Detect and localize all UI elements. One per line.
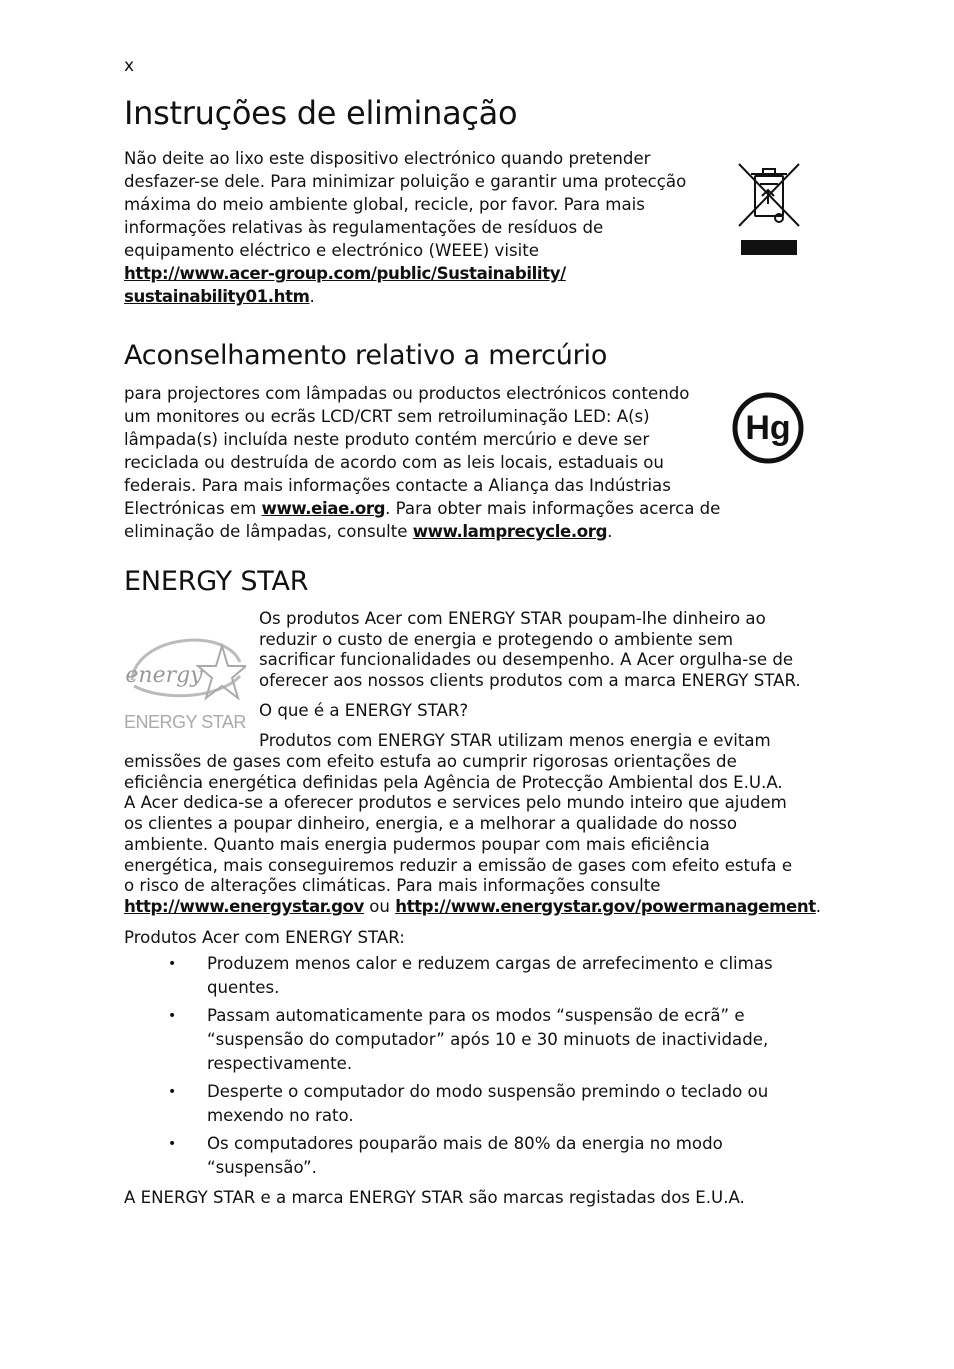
disposal-paragraph bbox=[124, 147, 724, 308]
mercury-hg-icon bbox=[730, 390, 806, 466]
disposal-line: equipamento eléctrico e electrónico (WEEE) visite bbox=[124, 241, 539, 260]
disposal-line: informações relativas às regulamentações de resíduos de bbox=[124, 218, 604, 237]
powermanagement-link[interactable]: http://www.energystar.gov/powermanagement bbox=[395, 896, 816, 916]
mercury-heading: Aconselhamento relativo a mercúrio bbox=[124, 340, 608, 371]
list-item: • Produzem menos calor e reduzem cargas de arrefecimento e climas quentes. bbox=[168, 954, 773, 997]
bullet: • bbox=[168, 1008, 177, 1024]
disposal-line: Não deite ao lixo este dispositivo electrónico quando pretender bbox=[124, 149, 651, 168]
trademark-note: A ENERGY STAR e a marca ENERGY STAR são marcas registadas dos E.U.A. bbox=[124, 1188, 745, 1207]
energy-intro-line: oferecer aos nossos clients produtos com a marca ENERGY STAR. bbox=[259, 671, 801, 691]
energy-body-line: ambiente. Quanto mais energia pudermos poupar com mais eficiência bbox=[124, 834, 710, 854]
mercury-line: para projectores com lâmpadas ou productos electrónicos contendo bbox=[124, 384, 690, 403]
hg-text: Hg bbox=[745, 409, 791, 447]
energy-body-first: Produtos com ENERGY STAR utilizam menos energia e evitam bbox=[259, 731, 771, 750]
energy-bullet-list bbox=[124, 952, 824, 1184]
energy-intro-line: reduzir o custo de energia e protegendo o ambiente sem bbox=[259, 629, 734, 649]
or-text: ou bbox=[363, 896, 396, 916]
energy-star-heading: ENERGY STAR bbox=[124, 566, 309, 597]
weee-link-continued[interactable]: sustainability01.htm bbox=[124, 287, 310, 306]
bullet: • bbox=[168, 1136, 177, 1152]
mercury-line: federais. Para mais informações contacte a Aliança das Indústrias bbox=[124, 476, 671, 495]
mercury-line: lâmpada(s) incluída neste produto contém mercúrio e deve ser bbox=[124, 430, 650, 449]
energy-body bbox=[124, 752, 824, 918]
energy-body-line: emissões de gases com efeito estufa ao cumprir rigorosas orientações de bbox=[124, 752, 737, 771]
list-item: • Desperte o computador do modo suspensão premindo o teclado ou mexendo no rato. bbox=[168, 1082, 769, 1125]
disposal-heading: Instruções de eliminação bbox=[124, 94, 518, 132]
mercury-paragraph bbox=[124, 382, 734, 543]
energy-intro bbox=[259, 609, 819, 692]
energy-script: energy bbox=[125, 663, 203, 688]
energy-question: O que é a ENERGY STAR? bbox=[259, 701, 469, 720]
mercury-line: um monitores ou ecrãs LCD/CRT sem retroiluminação LED: A(s) bbox=[124, 407, 650, 426]
bullet: • bbox=[168, 1084, 177, 1100]
mercury-text: . bbox=[607, 522, 613, 541]
list-item: • Passam automaticamente para os modos “suspensão de ecrã” e “suspensão do computador” após 10 e 30 minuots de inactividade, respectivamente. bbox=[168, 1006, 769, 1073]
energy-body-line: eficiência energética definidas pela Agência de Protecção Ambiental dos E.U.A. bbox=[124, 772, 783, 792]
energy-star-logo-caption: ENERGY STAR bbox=[124, 712, 246, 732]
list-item: • Os computadores pouparão mais de 80% da energia no modo “suspensão”. bbox=[168, 1134, 723, 1177]
disposal-line: desfazer-se dele. Para minimizar poluição e garantir uma protecção bbox=[124, 172, 687, 191]
energy-body-line: o risco de alterações climáticas. Para mais informações consulte bbox=[124, 876, 661, 896]
disposal-line: máxima do meio ambiente global, recicle, por favor. Para mais bbox=[124, 195, 645, 214]
energy-intro-line: Os produtos Acer com ENERGY STAR poupam-lhe dinheiro ao bbox=[259, 609, 766, 628]
energy-intro-line: sacrificar funcionalidades ou desempenho. A Acer orgulha-se de bbox=[259, 650, 794, 670]
energy-body-line: A Acer dedica-se a oferecer produtos e services pelo mundo inteiro que ajudem bbox=[124, 793, 787, 813]
weee-link[interactable]: http://www.acer-group.com/public/Sustainability/ bbox=[124, 264, 566, 283]
lamprecycle-link[interactable]: www.lamprecycle.org bbox=[412, 522, 608, 541]
energy-star-emblem-icon bbox=[124, 622, 246, 706]
page-number: x bbox=[124, 56, 135, 76]
mercury-line: reciclada ou destruída de acordo com as leis locais, estaduais ou bbox=[124, 453, 664, 472]
bullet: • bbox=[168, 956, 177, 972]
weee-crossed-bin-icon bbox=[735, 160, 803, 258]
period: . bbox=[309, 287, 315, 306]
list-intro: Produtos Acer com ENERGY STAR: bbox=[124, 928, 405, 947]
energy-body-line: energética, mais conseguiremos reduzir a emissão de gases com efeito estufa e bbox=[124, 855, 793, 875]
energy-body-line: os clientes a poupar dinheiro, energia, e a melhorar a qualidade do nosso bbox=[124, 814, 738, 834]
energystar-gov-link[interactable]: http://www.energystar.gov bbox=[124, 896, 364, 916]
period: . bbox=[815, 896, 822, 916]
mercury-text: Electrónicas em bbox=[124, 499, 262, 518]
energy-star-logo bbox=[124, 622, 246, 733]
mercury-text: . Para obter mais informações acerca de bbox=[385, 499, 721, 518]
mercury-text: eliminação de lâmpadas, consulte bbox=[124, 522, 413, 541]
eiae-link[interactable]: www.eiae.org bbox=[261, 499, 386, 518]
